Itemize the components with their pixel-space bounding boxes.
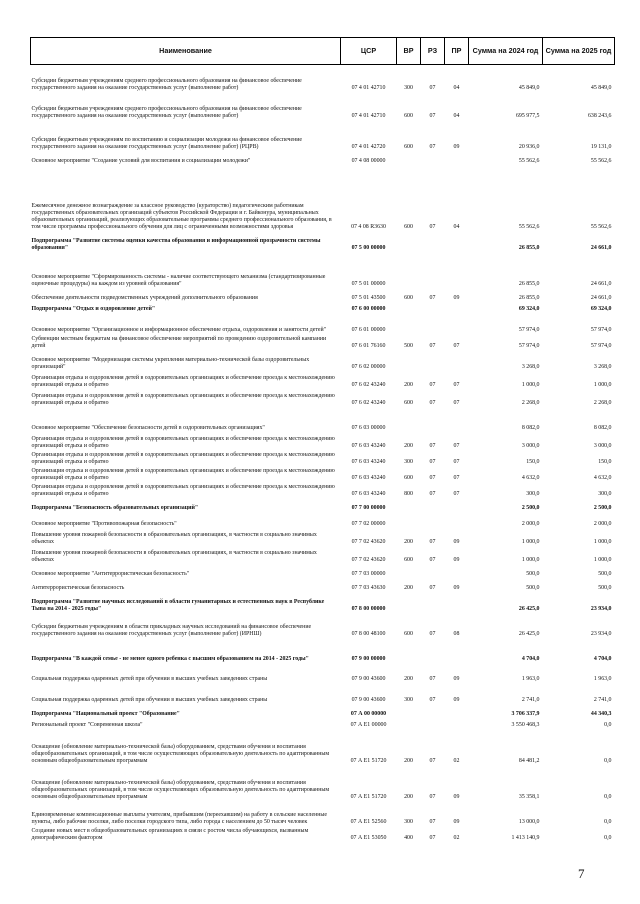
cell-vr: 400: [404, 835, 413, 842]
cell-code: 07 7 03 00000: [351, 571, 386, 578]
cell-rz: 07: [429, 113, 436, 120]
cell-name: Организация отдыха и оздоровления детей в оздоровительных организациях и обеспечение проезда к местонахождению организаций отдыха и обратно: [31, 375, 335, 389]
cell-code: 07 5 01 43500: [351, 295, 386, 302]
cell-pr: [445, 705, 469, 719]
cell-code: 07 6 03 43240: [351, 491, 386, 498]
cell-name: Подпрограмма "Развитие научных исследований в области гуманитарных и естественных наук в Республике Тыва на 2014 - 2025 годы": [31, 599, 325, 613]
cell-code: 07 6 03 00000: [351, 425, 386, 432]
table-row: [31, 65, 615, 93]
cell-sum-2024: 500,0: [526, 571, 540, 578]
cell-sum-2024: 69 324,0: [518, 306, 540, 313]
cell-sum-2025: 3 000,0: [593, 443, 612, 450]
cell-sum-2024: 45 849,0: [518, 85, 540, 92]
cell-code: 07 А E1 52560: [350, 819, 387, 826]
cell-vr: [397, 232, 421, 253]
cell-code: 07 4 08 R3630: [351, 224, 386, 231]
cell-sum-2025: 1 000,0: [593, 382, 612, 389]
page-number: 7: [578, 866, 585, 881]
cell-sum-2024: 3 268,0: [521, 364, 540, 371]
cell-pr: 07: [453, 491, 460, 498]
cell-vr: [397, 314, 421, 335]
cell-code: 07 А 00 00000: [350, 711, 387, 718]
cell-rz: 07: [429, 539, 436, 546]
cell-vr: 300: [404, 819, 413, 826]
cell-vr: 600: [404, 113, 413, 120]
table-row: [31, 827, 615, 843]
header-rz: РЗ: [421, 38, 445, 65]
cell-name: Обеспечение деятельности подведомственных учреждений дополнительного образования: [31, 295, 258, 302]
cell-sum-2024: 2 000,0: [521, 521, 540, 528]
cell-vr: [397, 565, 421, 579]
table-row: [31, 705, 615, 719]
cell-code: 07 6 01 00000: [351, 327, 386, 334]
cell-vr: 300: [404, 697, 413, 704]
cell-vr: [397, 719, 421, 730]
cell-code: 07 5 01 00000: [351, 281, 386, 288]
cell-vr: 600: [404, 557, 413, 564]
cell-sum-2024: 55 562,6: [518, 158, 540, 165]
cell-pr: 09: [453, 539, 460, 546]
cell-pr: 04: [453, 113, 460, 120]
cell-rz: [421, 513, 445, 529]
cell-pr: 04: [453, 85, 460, 92]
cell-rz: 07: [429, 475, 436, 482]
table-row: [31, 152, 615, 166]
cell-rz: 07: [429, 585, 436, 592]
cell-code: 07 А E1 51720: [350, 794, 387, 801]
table-row: [31, 513, 615, 529]
cell-code: 07 А E1 00000: [350, 722, 387, 729]
table-row: [31, 719, 615, 730]
cell-pr: 09: [453, 295, 460, 302]
cell-pr: 07: [453, 343, 460, 350]
cell-pr: 04: [453, 224, 460, 231]
cell-sum-2024: 2 741,0: [521, 697, 540, 704]
cell-pr: [445, 351, 469, 372]
cell-name: Повышение уровня пожарной безопасности в образовательных организациях, в частности в социально значимых объектах: [31, 550, 317, 564]
table-row: [31, 639, 615, 664]
cell-name: Основное мероприятие "Организационное и информационное обеспечение отдыха, оздоровления и занятости детей": [31, 327, 327, 334]
cell-sum-2025: 24 661,0: [590, 295, 612, 302]
cell-pr: 07: [453, 400, 460, 407]
cell-vr: [397, 639, 421, 664]
cell-code: 07 7 02 00000: [351, 521, 386, 528]
cell-sum-2024: 695 977,5: [515, 113, 540, 120]
cell-sum-2024: 13 000,0: [518, 819, 540, 826]
table-row: [31, 565, 615, 579]
cell-rz: 07: [429, 144, 436, 151]
cell-sum-2025: 1 000,0: [593, 557, 612, 564]
cell-name: Основное мероприятие "Модернизация системы укрепления материально-технической базы оздоровительных организаций": [31, 357, 310, 371]
cell-sum-2025: 500,0: [598, 585, 612, 592]
cell-rz: [421, 253, 445, 289]
cell-vr: 600: [404, 224, 413, 231]
cell-rz: 07: [429, 491, 436, 498]
cell-sum-2024: 300,0: [526, 491, 540, 498]
cell-rz: 07: [429, 382, 436, 389]
table-row: [31, 483, 615, 499]
table-row: [31, 232, 615, 253]
cell-rz: 07: [429, 295, 436, 302]
cell-sum-2025: 0,0: [604, 819, 612, 826]
cell-pr: [445, 593, 469, 614]
cell-pr: [445, 513, 469, 529]
cell-sum-2025: 2 000,0: [593, 521, 612, 528]
cell-pr: [445, 314, 469, 335]
cell-sum-2025: 45 849,0: [590, 85, 612, 92]
cell-sum-2025: 4 704,0: [593, 656, 612, 663]
cell-code: 07 9 00 43600: [351, 676, 386, 683]
cell-pr: 07: [453, 382, 460, 389]
cell-name: Организация отдыха и оздоровления детей в оздоровительных организациях и обеспечение проезда к местонахождению организаций отдыха и обратно: [31, 452, 335, 466]
cell-vr: 200: [404, 585, 413, 592]
cell-vr: 600: [404, 400, 413, 407]
cell-name: Основное мероприятие "Противопожарная безопасность": [31, 521, 177, 528]
header-code: ЦСР: [341, 38, 397, 65]
cell-rz: 07: [429, 835, 436, 842]
table-header-row: [31, 38, 615, 65]
table-row: [31, 451, 615, 467]
cell-vr: 200: [404, 758, 413, 765]
cell-name: Основное мероприятие "Сформированность системы - наличие соответствующего механизма (стандартизированные оценочные процедуры) на каждом из уровней образования": [31, 274, 326, 288]
cell-sum-2024: 35 358,1: [518, 794, 540, 801]
cell-code: 07 7 02 43620: [351, 557, 386, 564]
cell-sum-2025: 19 131,0: [590, 144, 612, 151]
cell-sum-2024: 1 000,0: [521, 382, 540, 389]
header-name: Наименование: [31, 38, 341, 65]
cell-sum-2025: 57 974,0: [590, 343, 612, 350]
budget-table: [30, 37, 615, 843]
cell-name: Основное мероприятие "Антитеррористическая безопасность": [31, 571, 190, 578]
cell-rz: 07: [429, 459, 436, 466]
cell-sum-2025: 0,0: [604, 722, 612, 729]
cell-pr: 07: [453, 475, 460, 482]
cell-vr: 200: [404, 443, 413, 450]
cell-name: Оснащение (обновление материально-технической базы) оборудованием, средствами обучения и воспитания общеобразовательных организаций, в том числе осуществляющих образовательную деятельность по адаптированным основным общеобразовательным программам: [31, 779, 330, 801]
cell-rz: 07: [429, 697, 436, 704]
cell-vr: 200: [404, 539, 413, 546]
cell-sum-2025: 638 243,6: [587, 113, 612, 120]
cell-pr: 02: [453, 835, 460, 842]
cell-vr: 200: [404, 794, 413, 801]
cell-rz: [421, 705, 445, 719]
cell-vr: 800: [404, 491, 413, 498]
cell-rz: [421, 499, 445, 513]
table-row: [31, 664, 615, 684]
table-row: [31, 93, 615, 121]
cell-sum-2025: 2 741,0: [593, 697, 612, 704]
cell-sum-2024: 26 855,0: [518, 295, 540, 302]
cell-rz: [421, 565, 445, 579]
cell-rz: 07: [429, 819, 436, 826]
cell-pr: 09: [453, 557, 460, 564]
cell-sum-2025: 69 324,0: [590, 306, 612, 313]
cell-code: 07 9 00 00000: [351, 656, 386, 663]
cell-pr: [445, 253, 469, 289]
table-row: [31, 314, 615, 335]
cell-code: 07 8 00 48100: [351, 631, 386, 638]
cell-name: Подпрограмма "Развитие системы оценки качества образования и информационной прозрачности системы образования": [31, 238, 321, 252]
cell-code: 07 5 00 00000: [351, 245, 386, 252]
cell-rz: [421, 719, 445, 730]
cell-name: Субвенции местным бюджетам на финансовое обеспечение мероприятий по проведению оздоровительной кампании детей: [31, 336, 327, 350]
cell-sum-2024: 57 974,0: [518, 327, 540, 334]
cell-name: Социальная поддержка одаренных детей при обучении в высших учебных заведениях страны: [31, 676, 268, 683]
cell-rz: 07: [429, 224, 436, 231]
cell-rz: [421, 593, 445, 614]
cell-sum-2024: 1 413 140,9: [511, 835, 540, 842]
cell-sum-2025: 300,0: [598, 491, 612, 498]
cell-name: Организация отдыха и оздоровления детей в оздоровительных организациях и обеспечение проезда к местонахождению организаций отдыха и обратно: [31, 436, 335, 450]
table-row: [31, 433, 615, 451]
cell-name: Подпрограмма "Отдых и оздоровление детей": [31, 306, 156, 313]
table-row: [31, 289, 615, 303]
cell-code: 07 4 01 42710: [351, 85, 386, 92]
cell-vr: [397, 351, 421, 372]
cell-rz: 07: [429, 676, 436, 683]
cell-sum-2025: 500,0: [598, 571, 612, 578]
cell-name: Основное мероприятие "Обеспечение безопасности детей в оздоровительных организациях": [31, 425, 265, 432]
cell-code: 07 4 01 42710: [351, 113, 386, 120]
cell-pr: 02: [453, 758, 460, 765]
cell-vr: 300: [404, 459, 413, 466]
cell-code: 07 6 02 43240: [351, 400, 386, 407]
cell-sum-2024: 500,0: [526, 585, 540, 592]
cell-vr: 600: [404, 475, 413, 482]
cell-pr: [445, 719, 469, 730]
cell-sum-2025: 55 562,6: [590, 158, 612, 165]
cell-name: Организация отдыха и оздоровления детей в оздоровительных организациях и обеспечение проезда к местонахождению организаций отдыха и обратно: [31, 468, 335, 482]
cell-code: 07 А E1 53050: [350, 835, 387, 842]
cell-vr: 200: [404, 676, 413, 683]
cell-rz: 07: [429, 557, 436, 564]
cell-code: 07 6 01 76160: [351, 343, 386, 350]
cell-pr: 09: [453, 794, 460, 801]
cell-sum-2025: 55 562,6: [590, 224, 612, 231]
cell-name: Повышение уровня пожарной безопасности в образовательных организациях, в частности в социально значимых объектах: [31, 532, 317, 546]
cell-sum-2024: 2 268,0: [521, 400, 540, 407]
cell-vr: 600: [404, 144, 413, 151]
table-row: [31, 390, 615, 408]
table-row: [31, 684, 615, 705]
cell-sum-2024: 2 500,0: [521, 505, 540, 512]
cell-sum-2024: 57 974,0: [518, 343, 540, 350]
header-pr: ПР: [445, 38, 469, 65]
cell-pr: [445, 639, 469, 664]
cell-vr: [397, 513, 421, 529]
cell-pr: 07: [453, 443, 460, 450]
table-row: [31, 408, 615, 433]
cell-rz: [421, 152, 445, 166]
table-body: [31, 65, 615, 843]
cell-sum-2024: 26 855,0: [518, 281, 540, 288]
cell-sum-2025: 0,0: [604, 835, 612, 842]
cell-code: 07 4 08 00000: [351, 158, 386, 165]
cell-code: 07 6 03 43240: [351, 475, 386, 482]
cell-vr: [397, 499, 421, 513]
cell-pr: 08: [453, 631, 460, 638]
cell-vr: [397, 705, 421, 719]
cell-name: Организация отдыха и оздоровления детей в оздоровительных организациях и обеспечение проезда к местонахождению организаций отдыха и обратно: [31, 484, 335, 498]
cell-code: 07 А E1 51720: [350, 758, 387, 765]
cell-rz: [421, 232, 445, 253]
cell-sum-2025: 24 661,0: [590, 245, 612, 252]
cell-sum-2025: 4 632,0: [593, 475, 612, 482]
cell-code: 07 6 02 43240: [351, 382, 386, 389]
cell-name: Основное мероприятие "Создание условий для воспитания и социализации молодежи": [31, 158, 251, 165]
cell-pr: [445, 232, 469, 253]
table-row: [31, 351, 615, 372]
cell-sum-2024: 55 562,6: [518, 224, 540, 231]
cell-code: 07 8 00 00000: [351, 606, 386, 613]
table-row: [31, 802, 615, 827]
table-row: [31, 467, 615, 483]
cell-sum-2024: 26 425,0: [518, 606, 540, 613]
cell-code: 07 6 02 00000: [351, 364, 386, 371]
cell-name: Подпрограмма "В каждой семье - не менее одного ребенка с высшим образованием на 2014 - 2025 годы": [31, 656, 309, 663]
cell-sum-2025: 2 268,0: [593, 400, 612, 407]
cell-vr: 600: [404, 295, 413, 302]
cell-sum-2024: 150,0: [526, 459, 540, 466]
table-row: [31, 766, 615, 802]
cell-rz: 07: [429, 794, 436, 801]
cell-pr: [445, 565, 469, 579]
table-row: [31, 335, 615, 351]
cell-name: Антитеррористическая безопасность: [31, 585, 125, 592]
cell-vr: 600: [404, 631, 413, 638]
table-row: [31, 253, 615, 289]
cell-sum-2025: 0,0: [604, 794, 612, 801]
cell-name: Социальная поддержка одаренных детей при обучении в высших учебных заведениях страны: [31, 697, 268, 704]
table-row: [31, 121, 615, 152]
cell-sum-2025: 0,0: [604, 758, 612, 765]
cell-pr: 09: [453, 819, 460, 826]
table-row: [31, 499, 615, 513]
cell-vr: 300: [404, 85, 413, 92]
cell-sum-2025: 1 963,0: [593, 676, 612, 683]
cell-sum-2024: 8 082,0: [521, 425, 540, 432]
cell-vr: [397, 152, 421, 166]
cell-pr: [445, 499, 469, 513]
cell-code: 07 7 00 00000: [351, 505, 386, 512]
cell-name: Ежемесячное денежное вознаграждение за классное руководство (кураторство) педагогическим работникам государственных образовательных организаций субъектов Российской Федерации и г. Байконура, муниципальных образовательных организаций, реализующих образовательные программы среднего профессионального образования, в том числе программы профессионального обучения для лиц с ограниченными возможностями здоровья: [31, 202, 332, 231]
cell-sum-2025: 150,0: [598, 459, 612, 466]
cell-vr: [397, 253, 421, 289]
cell-rz: 07: [429, 400, 436, 407]
table-row: [31, 547, 615, 565]
cell-name: Субсидии бюджетным учреждениям среднего профессионального образования на финансовое обеспечение государственного задания на оказание государственных услуг (выполнение работ): [31, 78, 302, 92]
cell-sum-2024: 3 706 337,9: [511, 711, 540, 718]
cell-code: 07 6 03 43240: [351, 459, 386, 466]
cell-rz: [421, 303, 445, 314]
cell-rz: 07: [429, 443, 436, 450]
cell-sum-2025: 1 000,0: [593, 539, 612, 546]
cell-rz: 07: [429, 631, 436, 638]
cell-sum-2024: 3 550 468,3: [511, 722, 540, 729]
cell-rz: 07: [429, 85, 436, 92]
cell-name: Создание новых мест в общеобразовательных организациях в связи с ростом числа обучающихся, вызванным демографическим фактором: [31, 828, 309, 842]
cell-sum-2024: 26 855,0: [518, 245, 540, 252]
table-row: [31, 303, 615, 314]
cell-sum-2024: 3 000,0: [521, 443, 540, 450]
cell-pr: [445, 152, 469, 166]
cell-code: 07 7 03 43630: [351, 585, 386, 592]
cell-rz: [421, 408, 445, 433]
cell-name: Субсидии бюджетным учреждениям среднего профессионального образования на финансовое обеспечение государственного задания на оказание государственных услуг (выполнение работ): [31, 106, 302, 120]
cell-code: 07 4 01 42720: [351, 144, 386, 151]
cell-name: Подпрограмма "Национальный проект "Образование": [31, 711, 180, 718]
cell-rz: 07: [429, 758, 436, 765]
table-row: [31, 579, 615, 593]
cell-rz: [421, 351, 445, 372]
cell-sum-2025: 8 082,0: [593, 425, 612, 432]
cell-vr: 500: [404, 343, 413, 350]
cell-pr: 09: [453, 585, 460, 592]
cell-code: 07 7 02 43620: [351, 539, 386, 546]
cell-pr: [445, 303, 469, 314]
table-row: [31, 372, 615, 390]
cell-pr: [445, 408, 469, 433]
cell-sum-2024: 4 704,0: [521, 656, 540, 663]
cell-code: 07 6 00 00000: [351, 306, 386, 313]
cell-sum-2024: 26 425,0: [518, 631, 540, 638]
cell-sum-2024: 1 000,0: [521, 539, 540, 546]
cell-vr: [397, 593, 421, 614]
cell-name: Субсидии бюджетным учреждениям по воспитанию и социализации молодежи на финансовое обеспечение государственного задания на оказание государственных услуг (выполнение работ) (РЦРВ): [31, 137, 303, 151]
cell-name: Единовременные компенсационные выплаты учителям, прибывшим (переехавшим) на работу в сельские населенные пункты, либо рабочие поселки, либо поселки городского типа, либо города с населением до 50 тысяч человек: [31, 812, 327, 826]
cell-pr: 09: [453, 697, 460, 704]
cell-sum-2025: 23 934,0: [590, 606, 612, 613]
cell-vr: [397, 303, 421, 314]
header-sum-2024: Сумма на 2024 год: [469, 38, 543, 65]
cell-name: Региональный проект "Современная школа": [31, 722, 143, 729]
cell-rz: [421, 639, 445, 664]
cell-sum-2025: 3 268,0: [593, 364, 612, 371]
header-sum-2025: Сумма на 2025 год: [543, 38, 615, 65]
table-row: [31, 593, 615, 614]
cell-sum-2025: 24 661,0: [590, 281, 612, 288]
cell-name: Оснащение (обновление материально-технической базы) оборудованием, средствами обучения и воспитания общеобразовательных организаций, в том числе осуществляющих образовательную деятельность по адаптированным основным общеобразовательным программам: [31, 743, 330, 765]
cell-name: Организация отдыха и оздоровления детей в оздоровительных организациях и обеспечение проезда к местонахождению организаций отдыха и обратно: [31, 393, 335, 407]
table-row: [31, 529, 615, 547]
table-row: [31, 614, 615, 639]
cell-code: 07 6 03 43240: [351, 443, 386, 450]
cell-sum-2024: 1 963,0: [521, 676, 540, 683]
cell-name: Субсидии бюджетным учреждениям в области прикладных научных исследований на финансовое обеспечение государственного задания на оказание государственных услуг (выполнение работ) (ИРНШ): [31, 624, 312, 638]
cell-sum-2025: 44 340,3: [590, 711, 612, 718]
cell-sum-2025: 23 934,0: [590, 631, 612, 638]
table-row: [31, 166, 615, 232]
cell-vr: [397, 408, 421, 433]
cell-sum-2024: 84 481,2: [518, 758, 540, 765]
header-vr: ВР: [397, 38, 421, 65]
cell-vr: 200: [404, 382, 413, 389]
cell-sum-2025: 2 500,0: [593, 505, 612, 512]
cell-name: Подпрограмма "Безопасность образовательных организаций": [31, 505, 199, 512]
table-row: [31, 730, 615, 766]
cell-rz: [421, 314, 445, 335]
cell-sum-2025: 57 974,0: [590, 327, 612, 334]
cell-code: 07 9 00 43600: [351, 697, 386, 704]
cell-pr: 09: [453, 676, 460, 683]
cell-sum-2024: 20 936,0: [518, 144, 540, 151]
cell-pr: 09: [453, 144, 460, 151]
cell-rz: 07: [429, 343, 436, 350]
cell-sum-2024: 4 632,0: [521, 475, 540, 482]
cell-sum-2024: 1 000,0: [521, 557, 540, 564]
cell-pr: 07: [453, 459, 460, 466]
